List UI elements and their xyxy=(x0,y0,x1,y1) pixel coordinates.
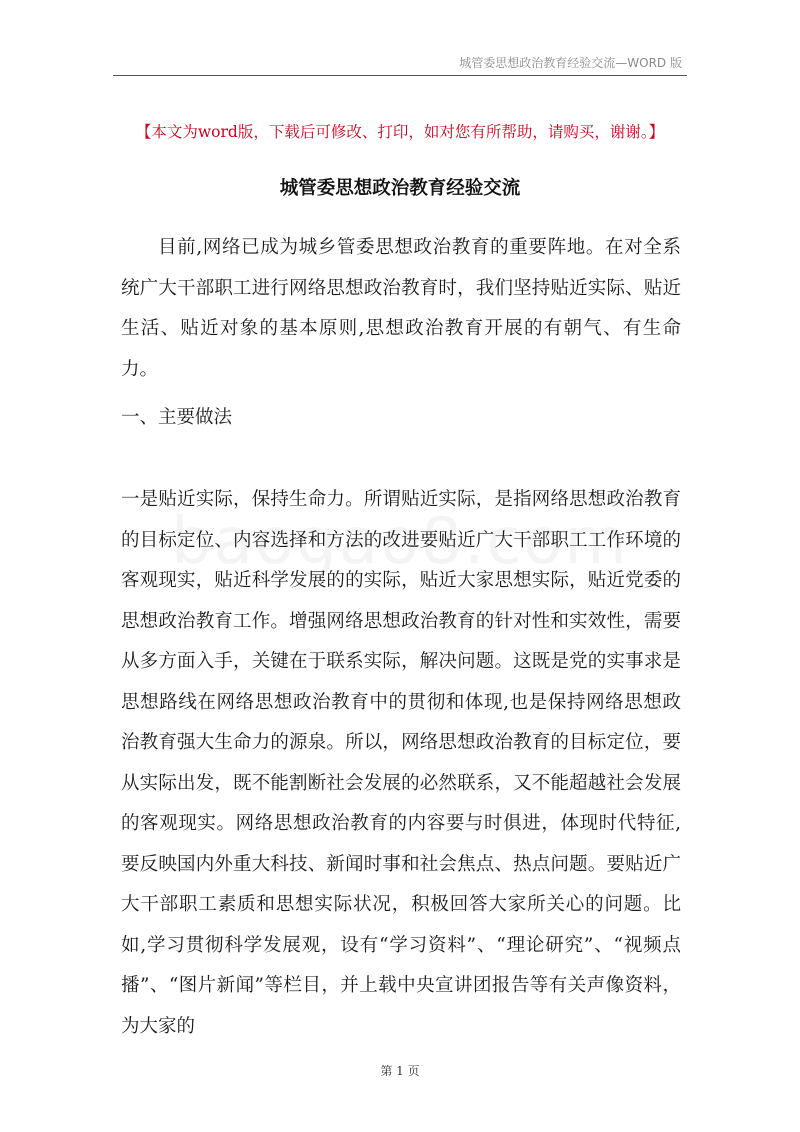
document-title: 城管委思想政治教育经验交流 xyxy=(279,178,521,199)
purchase-notice: 【本文为word版，下载后可修改、打印，如对您有所帮助，请购买，谢谢。】 xyxy=(135,123,665,141)
page-number: 第 1 页 xyxy=(380,1064,420,1078)
main-paragraph: 一是贴近实际，保持生命力。所谓贴近实际，是指网络思想政治教育的目标定位、内容选择和方法的改进要贴近广大干部职工工作环境的客观现实，贴近科学发展的的实际，贴近大家思想实际，贴近党委的思想政治教育工作。增强网络思想政治教育的针对性和实效性，需要从多方面入手，关键在于联系实际，解决问题。这既是党的实事求是思想路线在网络思想政治教育中的贯彻和体现,也是保持网络思想政治教育强大生命力的源泉。所以，网络思想政治教育的目标定位，要从实际出发，既不能割断社会发展的必然联系，又不能超越社会发展的客观现实。网络思想政治教育的内容要与时俱进，体现时代特征,要反映国内外重大科技、新闻时事和社会焦点、热点问题。要贴近广大干部职工素质和思想实际状况，积极回答大家所关心的问题。比如,学习贯彻科学发展观，设有“学习资料”、“理论研究”、“视频点播”、“图片新闻”等栏目，并上载中央宣讲团报告等有关声像资料，为大家的 xyxy=(121,489,681,1037)
intro-paragraph: 目前,网络已成为城乡管委思想政治教育的重要阵地。在对全系统广大干部职工进行网络思想政治教育时，我们坚持贴近实际、贴近生活、贴近对象的基本原则,思想政治教育开展的有朝气、有生命力。 xyxy=(121,237,681,380)
running-header: 城管委思想政治教育经验交流—WORD 版 xyxy=(459,56,682,70)
section-heading: 一、主要做法 xyxy=(121,407,233,428)
header-divider xyxy=(113,75,687,76)
